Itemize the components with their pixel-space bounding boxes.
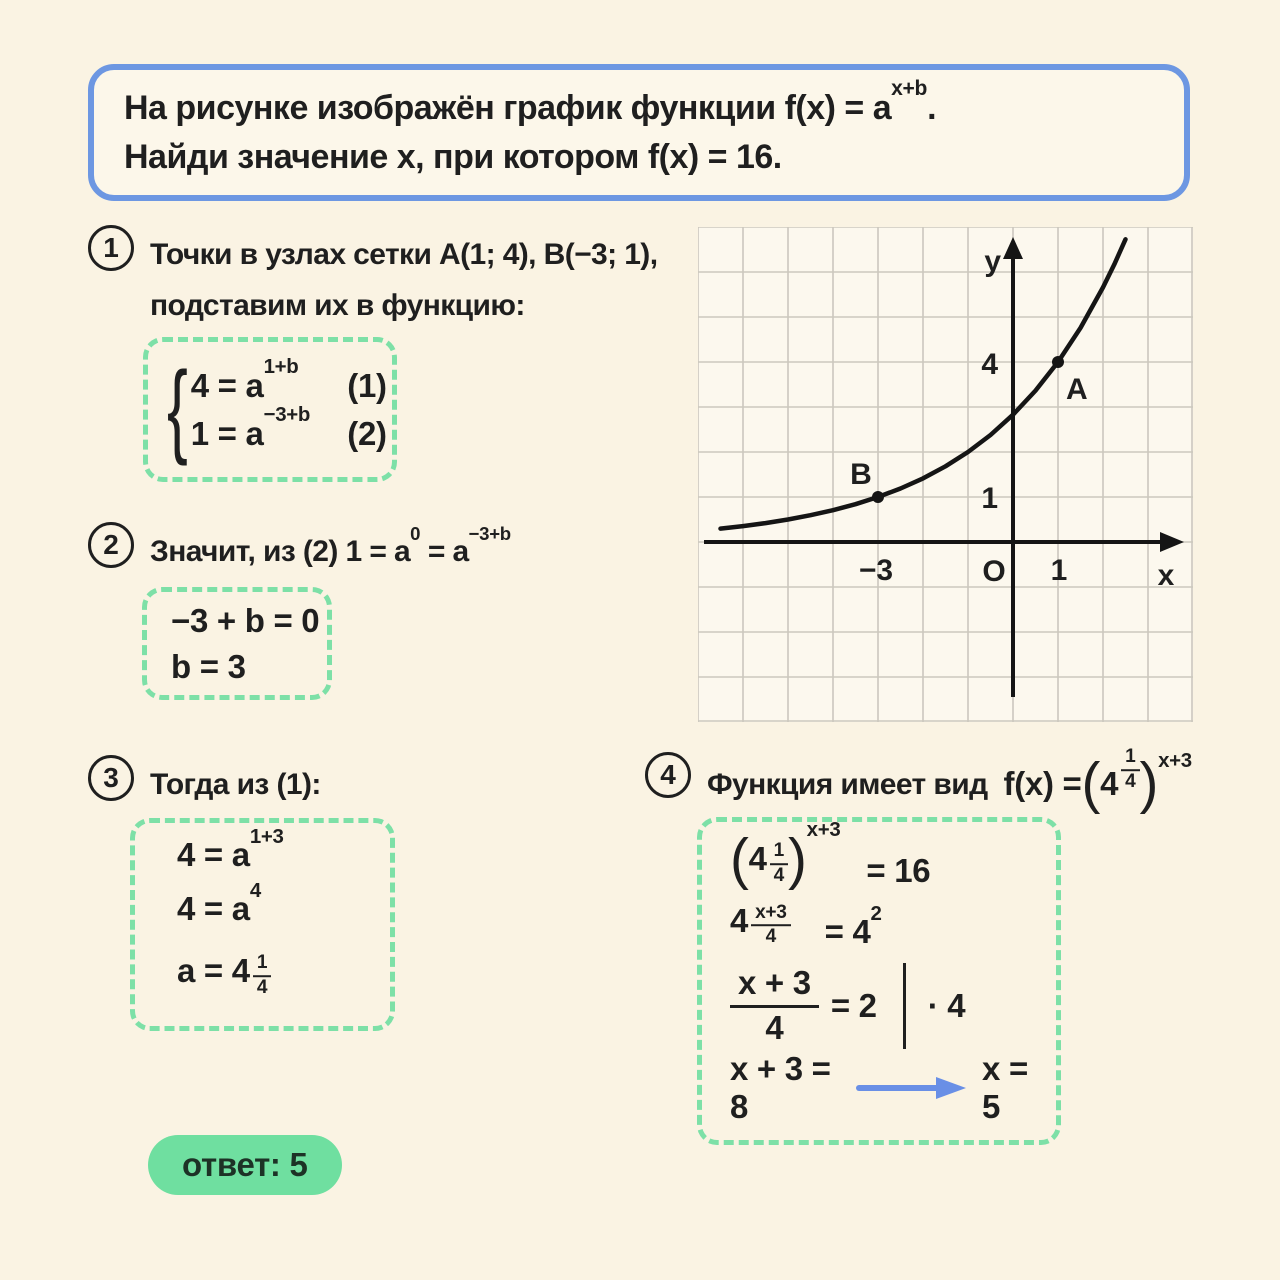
point-b-label: B bbox=[850, 458, 872, 491]
fraction-exponent: $\frac{1}{4}$ bbox=[253, 954, 271, 999]
step-1-number-badge: 1 bbox=[88, 225, 134, 271]
step-1-title-line-1: Точки в узлах сетки A(1; 4), B(−3; 1), bbox=[150, 238, 658, 271]
equation-2-tag: (2) bbox=[347, 414, 387, 452]
row-2-result: = $4^2$ bbox=[824, 901, 882, 950]
answer-label: ответ: 5 bbox=[182, 1146, 308, 1183]
equation-2-expression: $1 = a^{-3+b}$ bbox=[190, 403, 311, 452]
row-2-expression: 4 $\frac{x+3}{4}$ bbox=[730, 902, 791, 962]
fraction-exponent: $\frac{1}{4}$ bbox=[770, 842, 788, 887]
point-a-label: A bbox=[1066, 373, 1088, 406]
answer-badge bbox=[148, 1135, 342, 1195]
step-4-title: Функция имеет вид f(x) = ( 4 $\frac{1}{4}$ ) $^{x+3}$ bbox=[707, 746, 1192, 816]
graph-background bbox=[698, 227, 1193, 722]
step-2-equation-1: −3 + b = 0 bbox=[171, 601, 320, 639]
x-axis-label: x bbox=[1157, 559, 1175, 592]
x-tick-1: 1 bbox=[1050, 554, 1068, 587]
solution-row-3: $\frac{x + 3}{4}$ = 2 · 4 bbox=[730, 963, 1046, 1049]
y-tick-4: 4 bbox=[981, 348, 998, 381]
equation-1-expression: $4 = a^{1+b}$ bbox=[190, 355, 299, 404]
origin-label: O bbox=[982, 555, 1006, 588]
equation-1 bbox=[190, 355, 387, 405]
point-b-dot bbox=[872, 491, 884, 503]
step-3-result-box bbox=[130, 818, 395, 1031]
step-1-title-line-2: подставим их в функцию: bbox=[150, 289, 525, 322]
solution-row-2 bbox=[730, 902, 1046, 962]
close-paren: ) bbox=[788, 828, 807, 892]
system-brace: { bbox=[166, 350, 188, 467]
problem-line-1-period: . bbox=[927, 89, 937, 128]
equation-2 bbox=[190, 403, 387, 453]
equation-system bbox=[190, 355, 387, 453]
step-2-number-badge: 2 bbox=[88, 522, 134, 568]
problem-line-1 bbox=[124, 77, 1154, 132]
function-graph bbox=[698, 227, 1193, 722]
fraction-exponent: $\frac{x+3}{4}$ bbox=[751, 903, 791, 948]
multiply-both-sides: · 4 bbox=[927, 986, 966, 1024]
graph-canvas bbox=[698, 227, 1193, 722]
solution-row-4: x + 3 = 8 x = 5 bbox=[730, 1049, 1028, 1125]
step-3-number-badge: 3 bbox=[88, 755, 134, 801]
step-4-number-badge: 4 bbox=[645, 752, 691, 798]
x-tick-minus-3: −3 bbox=[858, 554, 894, 587]
problem-line-2: Найди значение x, при котором f(x) = 16. bbox=[124, 137, 782, 176]
step-2-title: Значит, из (2) $1 = a^0 = a^{-3+b}$ bbox=[150, 522, 511, 568]
step-2-result-box bbox=[142, 587, 332, 700]
problem-line-1-text: На рисунке изображён график функции f(x) = a bbox=[124, 89, 892, 128]
step-4 bbox=[645, 746, 1192, 816]
step-3-equation-1: $4 = a^{1+3}$ bbox=[177, 825, 284, 874]
problem-statement-box bbox=[88, 64, 1190, 201]
step-1-title bbox=[150, 225, 657, 331]
open-paren: ( bbox=[730, 828, 749, 892]
system-of-equations-box bbox=[143, 337, 397, 482]
solution-row-1 bbox=[730, 817, 1046, 900]
step-3 bbox=[88, 755, 321, 810]
row-1-result: = 16 bbox=[866, 851, 931, 889]
y-tick-1: 1 bbox=[981, 482, 998, 515]
step-1 bbox=[88, 225, 657, 331]
function-formula: f(x) = ( 4 $\frac{1}{4}$ ) $^{x+3}$ bbox=[1003, 746, 1192, 816]
multiply-divider bbox=[903, 963, 906, 1049]
problem-line-1-exponent: x+b bbox=[891, 77, 928, 101]
arrow-right-icon bbox=[856, 1075, 968, 1101]
step-3-title: Тогда из (1): bbox=[150, 768, 321, 801]
point-a-dot bbox=[1052, 356, 1064, 368]
step-3-equation-2: $4 = a^4$ bbox=[177, 879, 261, 928]
step-2-equation-2: b = 3 bbox=[171, 647, 246, 685]
equation-1-tag: (1) bbox=[347, 366, 387, 404]
y-axis-label: y bbox=[984, 245, 1001, 278]
step-4-solution-box bbox=[697, 817, 1061, 1145]
step-2 bbox=[88, 522, 511, 577]
fraction: $\frac{x + 3}{4}$ bbox=[730, 965, 819, 1047]
step-3-equation-3: a = 4 $\frac{1}{4}$ bbox=[177, 952, 390, 1012]
row-1-expression: (4 $\frac{1}{4}$ )$^{x+3}$ bbox=[730, 817, 841, 892]
fraction-exponent: $\frac{1}{4}$ bbox=[1121, 748, 1139, 793]
